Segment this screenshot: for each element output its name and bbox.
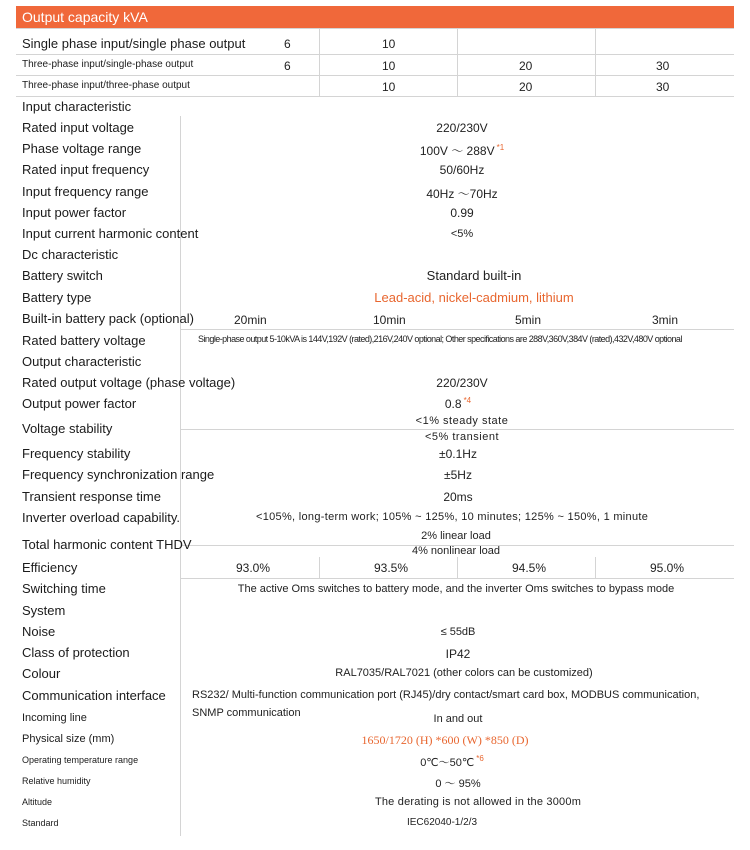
value-20kva: 20 [519,59,533,73]
value-6kva: 6 [284,59,291,73]
value-20kva: 20 [519,80,533,94]
value-relative-humidity: 0 ～ 95% [435,778,481,790]
grid-line [319,557,320,578]
row-label: Altitude [22,797,53,807]
value-10kva: 10 [382,80,396,94]
value-battery-pack-5min: 5min [515,313,542,327]
footnote-marker: *1 [496,143,505,152]
row-label: Standard [22,818,59,828]
row-label: Single phase input/single phase output [22,36,246,51]
value-10kva: 10 [382,59,396,73]
row-label: Rated battery voltage [22,333,146,348]
value-input-frequency-range: 40Hz ～70Hz [426,187,498,201]
row-label: Total harmonic content THDV [22,537,192,552]
grid-line [16,75,734,76]
row-label: Phase voltage range [22,141,142,156]
value-output-power-factor: 0.8 $^{*4}$ [444,396,472,411]
value-rated-output-voltage: 220/230V [436,376,488,390]
grid-line [180,429,734,430]
row-label: Rated output voltage (phase voltage) [22,375,236,390]
value-30kva: 30 [656,80,670,94]
row-label: Three-phase input/single-phase output [22,59,194,70]
row-label: Operating temperature range [22,755,139,765]
row-label: Frequency stability [22,446,131,461]
row-label: Input power factor [22,205,127,220]
section-heading-dc: Dc characteristic [22,247,119,262]
value-operating-temp: 0℃～50℃ $^{*6}$ [420,754,484,769]
value-freq-sync-range: ±5Hz [444,468,472,482]
row-label: Three-phase input/three-phase output [22,80,190,91]
value-switching-time: The active Oms switches to battery mode, and the inverter Oms switches to bypass mode [237,583,675,595]
value-6kva: 6 [284,37,291,51]
value-rated-battery-voltage: Single-phase output 5-10kVA is 144V,192V (rated),216V,240V optional; Other specifications are 288V,360V,384V (rated),432V,480V optional [198,334,682,344]
row-label: Input frequency range [22,184,149,199]
value-rated-input-frequency: 50/60Hz [439,163,485,177]
grid-line [16,54,734,55]
value-comm-interface-line1: RS232/ Multi-function communication port (RJ45)/dry contact/smart card box, MODBUS communication, [192,689,700,701]
value-frequency-stability: ±0.1Hz [439,447,477,461]
value-input-power-factor: 0.99 [450,206,474,220]
row-label: Efficiency [22,560,78,575]
value-physical-size: 1650/1720 (H) *600 (W) *850 (D) [361,733,529,747]
row-label: Voltage stability [22,421,113,436]
value-efficiency-3: 94.5% [512,561,547,575]
footnote-marker: *4 [463,396,472,405]
row-label: Inverter overload capability. [22,510,181,525]
row-label: Switching time [22,581,106,596]
grid-line [180,329,734,330]
row-label: Input current harmonic content [22,226,199,241]
value-voltage-stability-steady: <1% steady state [415,415,509,427]
grid-line [595,557,596,578]
row-label: Physical size (mm) [22,733,115,745]
value-protection-class: IP42 [445,647,471,661]
grid-line [457,557,458,578]
row-label: Rated input voltage [22,120,135,135]
value-rated-input-voltage: 220/230V [436,121,488,135]
value-battery-type: Lead-acid, nickel-cadmium, lithium [374,290,574,305]
row-label: Frequency synchronization range [22,467,215,482]
value-noise: ≤ 55dB [440,626,476,638]
value-inverter-overload: <105%, long-term work; 105% ~ 125%, 10 minutes; 125% ~ 150%, 1 minute [256,511,649,523]
value-thdv-linear: 2% linear load [421,530,491,542]
section-heading-input: Input characteristic [22,99,132,114]
value-voltage-stability-transient: <5% transient [424,431,500,443]
grid-line [180,578,734,579]
row-label: Colour [22,666,61,681]
row-label: Built-in battery pack (optional) [22,311,194,326]
value-battery-switch: Standard built-in [426,268,522,283]
value-colour: RAL7035/RAL7021 (other colors can be customized) [335,667,593,679]
row-label: Class of protection [22,645,130,660]
grid-line [457,28,458,96]
value-transient-response: 20ms [443,490,473,504]
value-incoming-line: In and out [433,713,483,725]
grid-line [595,28,596,96]
row-label: Noise [22,624,56,639]
section-heading-output: Output characteristic [22,354,142,369]
footnote-marker: *6 [476,754,484,763]
value-battery-pack-20min: 20min [234,313,267,327]
value-phase-voltage-range: 100V ～ 288V $^{*1}$ [419,143,505,158]
row-label: Battery switch [22,268,103,283]
value-standard: IEC62040-1/2/3 [406,817,478,828]
value-efficiency-1: 93.0% [236,561,271,575]
table-header: Output capacity kVA [16,6,734,28]
value-battery-pack-10min: 10min [373,313,406,327]
value-comm-interface-line2: SNMP communication [192,707,301,719]
grid-line [319,28,320,96]
row-label: Incoming line [22,712,87,724]
value-altitude: The derating is not allowed in the 3000m [374,796,582,808]
grid-line [16,96,734,97]
row-label: Relative humidity [22,776,91,786]
section-heading-system: System [22,603,66,618]
value-input-harmonic: <5% [450,228,474,240]
value-10kva: 10 [382,37,396,51]
value-efficiency-2: 93.5% [374,561,409,575]
row-label: Transient response time [22,489,161,504]
row-label: Rated input frequency [22,162,150,177]
value-efficiency-4: 95.0% [650,561,685,575]
row-label: Output power factor [22,396,137,411]
value-30kva: 30 [656,59,670,73]
row-label: Communication interface [22,688,166,703]
row-label: Battery type [22,290,92,305]
value-battery-pack-3min: 3min [652,313,679,327]
grid-line [16,28,734,29]
value-thdv-nonlinear: 4% nonlinear load [411,545,501,557]
